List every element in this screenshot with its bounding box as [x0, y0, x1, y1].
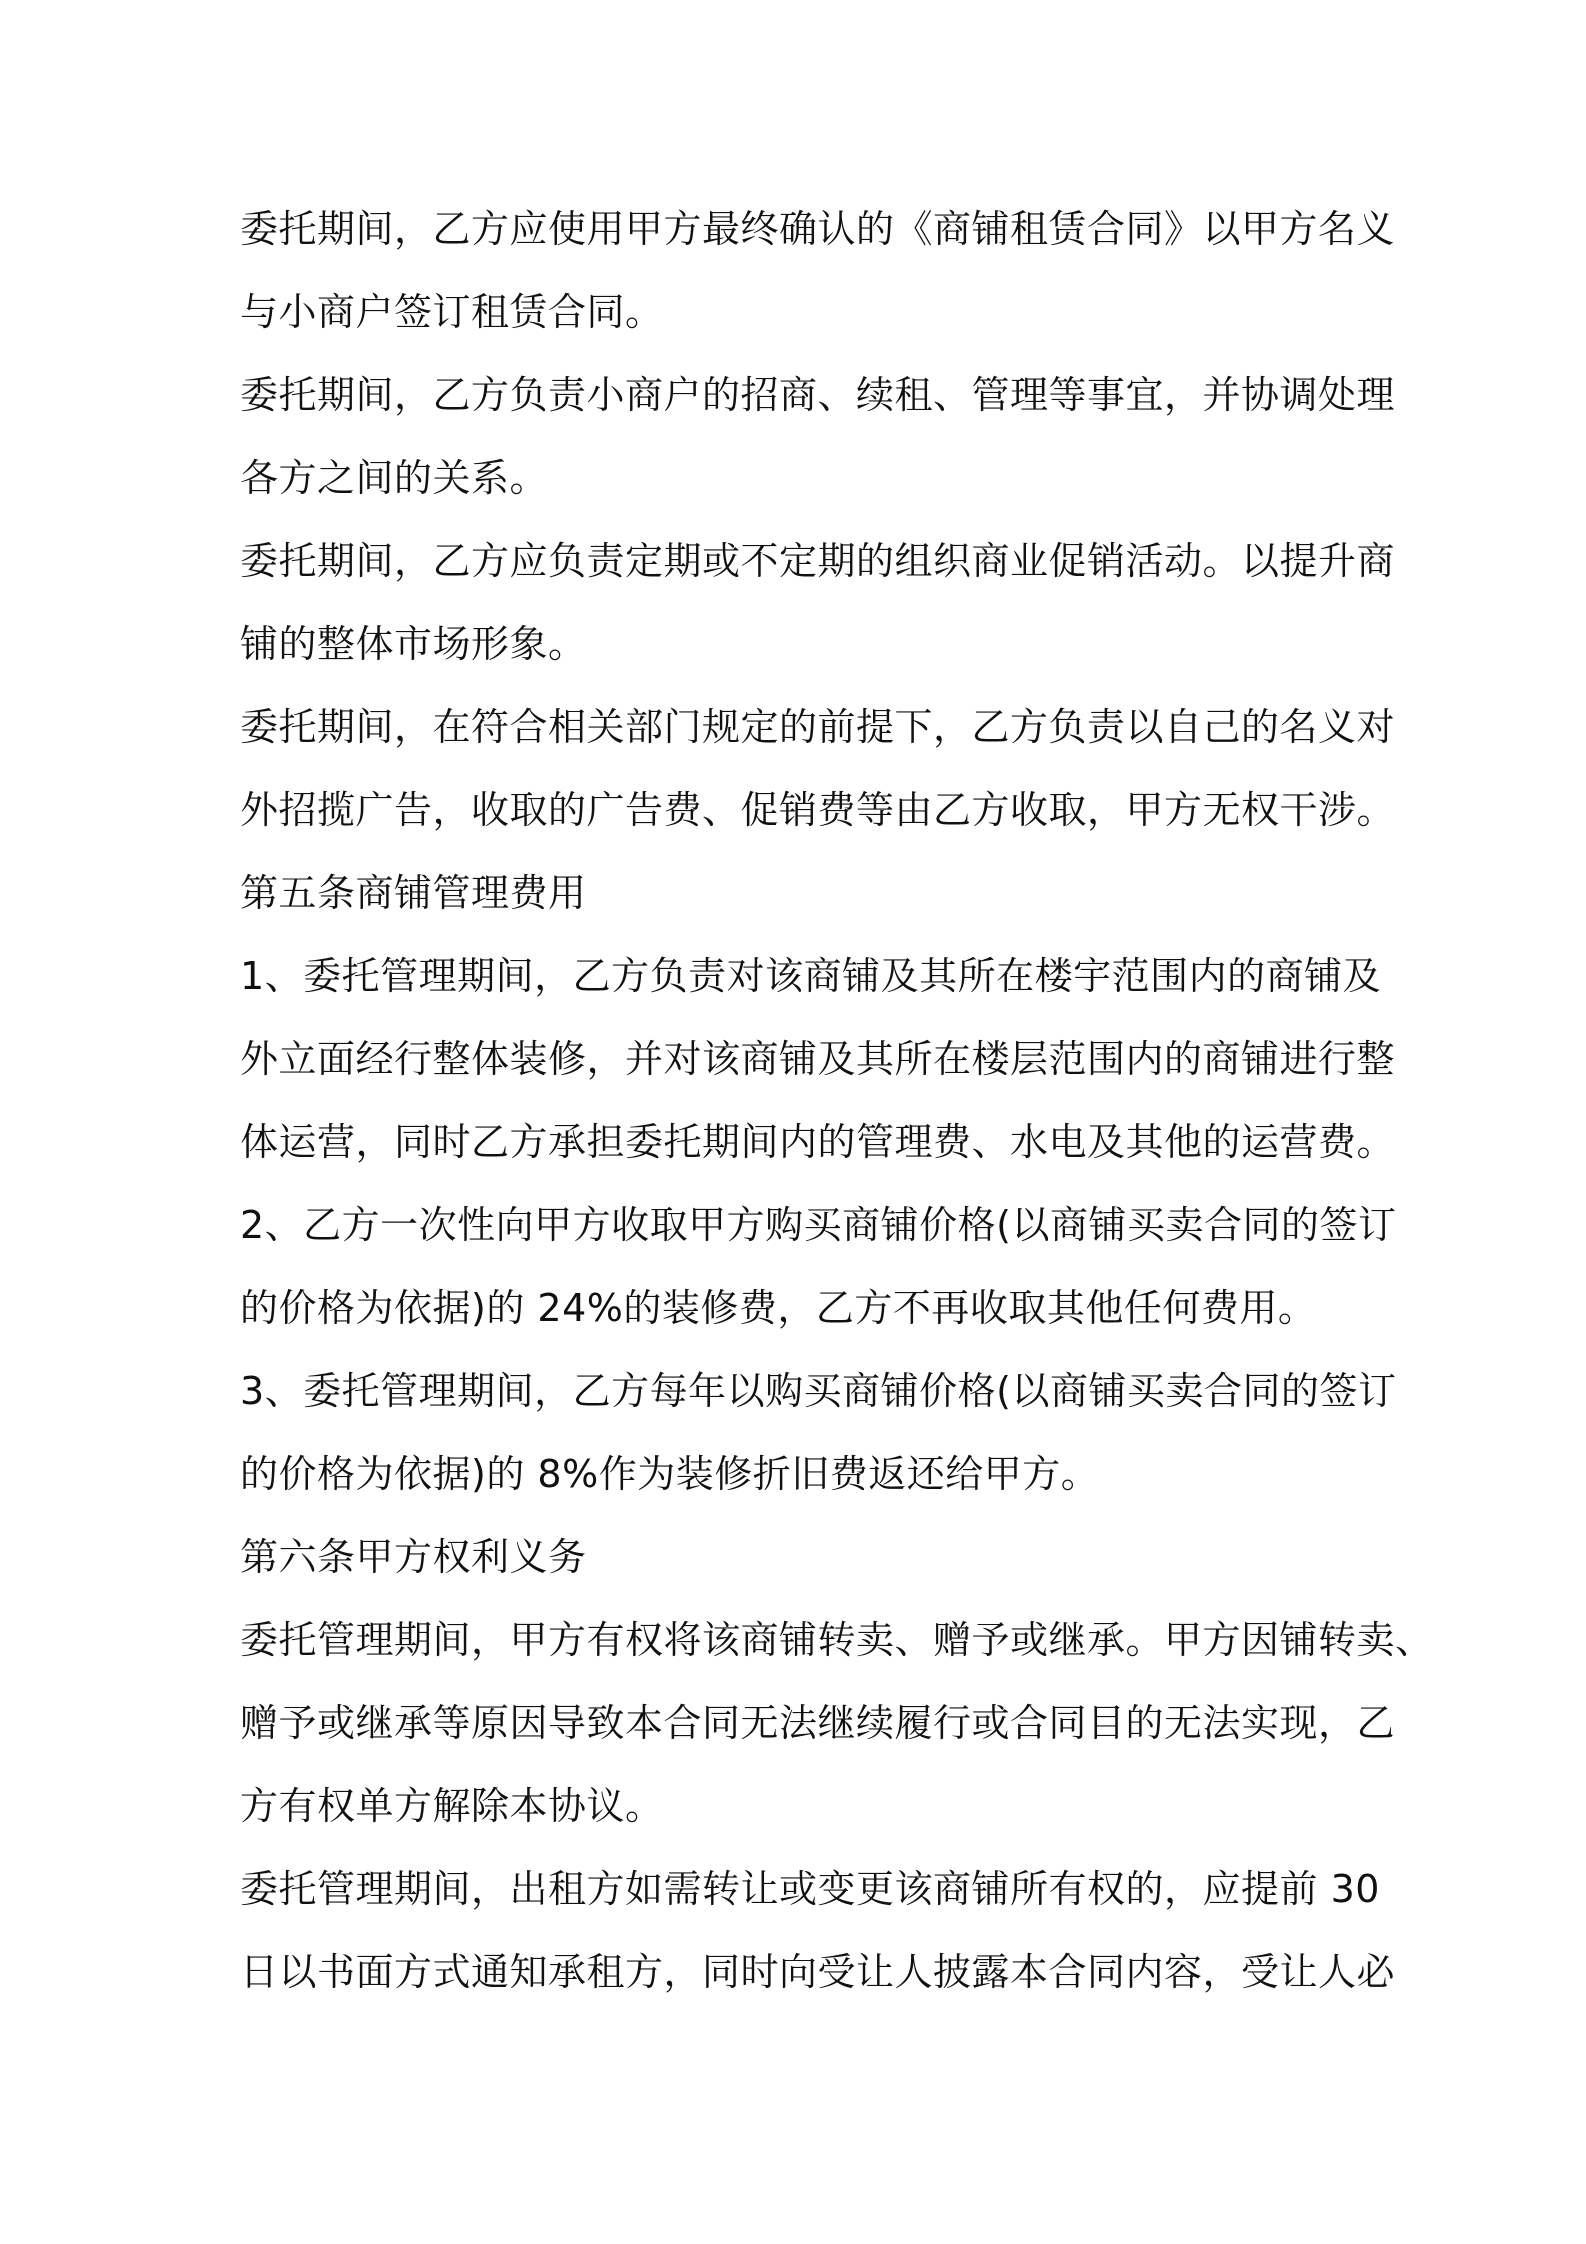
text-line: 日以书面方式通知承租方，同时向受让人披露本合同内容，受让人必: [240, 1950, 1396, 1994]
document-page: [240, 188, 1434, 2014]
text-line: 体运营，同时乙方承担委托期间内的管理费、水电及其他的运营费。: [240, 1120, 1396, 1164]
text-line: 委托管理期间，甲方有权将该商铺转卖、赠予或继承。甲方因铺转卖、: [240, 1618, 1434, 1662]
text-line: 委托期间，乙方应使用甲方最终确认的《商铺租赁合同》以甲方名义: [240, 207, 1396, 251]
text-line: 外立面经行整体装修，并对该商铺及其所在楼层范围内的商铺进行整: [240, 1037, 1396, 1081]
paragraph: [240, 1184, 1397, 1350]
section-heading: [240, 852, 1360, 935]
paragraph: [240, 686, 1396, 852]
section-heading: [240, 1516, 1360, 1599]
text-line: 第五条商铺管理费用: [240, 871, 587, 915]
paragraph: [240, 1599, 1434, 1848]
paragraph: [240, 1350, 1397, 1516]
paragraph: [240, 354, 1396, 520]
text-line: 铺的整体市场形象。: [240, 622, 587, 666]
text-line: 委托期间，在符合相关部门规定的前提下，乙方负责以自己的名义对: [240, 705, 1396, 749]
text-line: 外招揽广告，收取的广告费、促销费等由乙方收取，甲方无权干涉。: [240, 788, 1396, 832]
paragraph: [240, 188, 1396, 354]
text-line: 委托期间，乙方负责小商户的招商、续租、管理等事宜，并协调处理: [240, 373, 1396, 417]
text-line: 1、委托管理期间，乙方负责对该商铺及其所在楼宇范围内的商铺及: [240, 954, 1382, 998]
text-line: 各方之间的关系。: [240, 456, 549, 500]
text-line: 第六条甲方权利义务: [240, 1535, 587, 1579]
text-line: 2、乙方一次性向甲方收取甲方购买商铺价格(以商铺买卖合同的签订: [240, 1203, 1397, 1247]
text-line: 的价格为依据)的 24%的装修费，乙方不再收取其他任何费用。: [240, 1286, 1317, 1330]
paragraph: [240, 520, 1396, 686]
text-line: 赠予或继承等原因导致本合同无法继续履行或合同目的无法实现，乙: [240, 1701, 1396, 1745]
text-line: 委托管理期间，出租方如需转让或变更该商铺所有权的，应提前 30: [240, 1867, 1380, 1911]
paragraph: [240, 935, 1396, 1184]
text-line: 与小商户签订租赁合同。: [240, 290, 664, 334]
text-line: 方有权单方解除本协议。: [240, 1784, 664, 1828]
text-line: 委托期间，乙方应负责定期或不定期的组织商业促销活动。以提升商: [240, 539, 1396, 583]
text-line: 3、委托管理期间，乙方每年以购买商铺价格(以商铺买卖合同的签订: [240, 1369, 1397, 1413]
text-line: 的价格为依据)的 8%作为装修折旧费返还给甲方。: [240, 1452, 1100, 1496]
paragraph: [240, 1848, 1396, 2014]
